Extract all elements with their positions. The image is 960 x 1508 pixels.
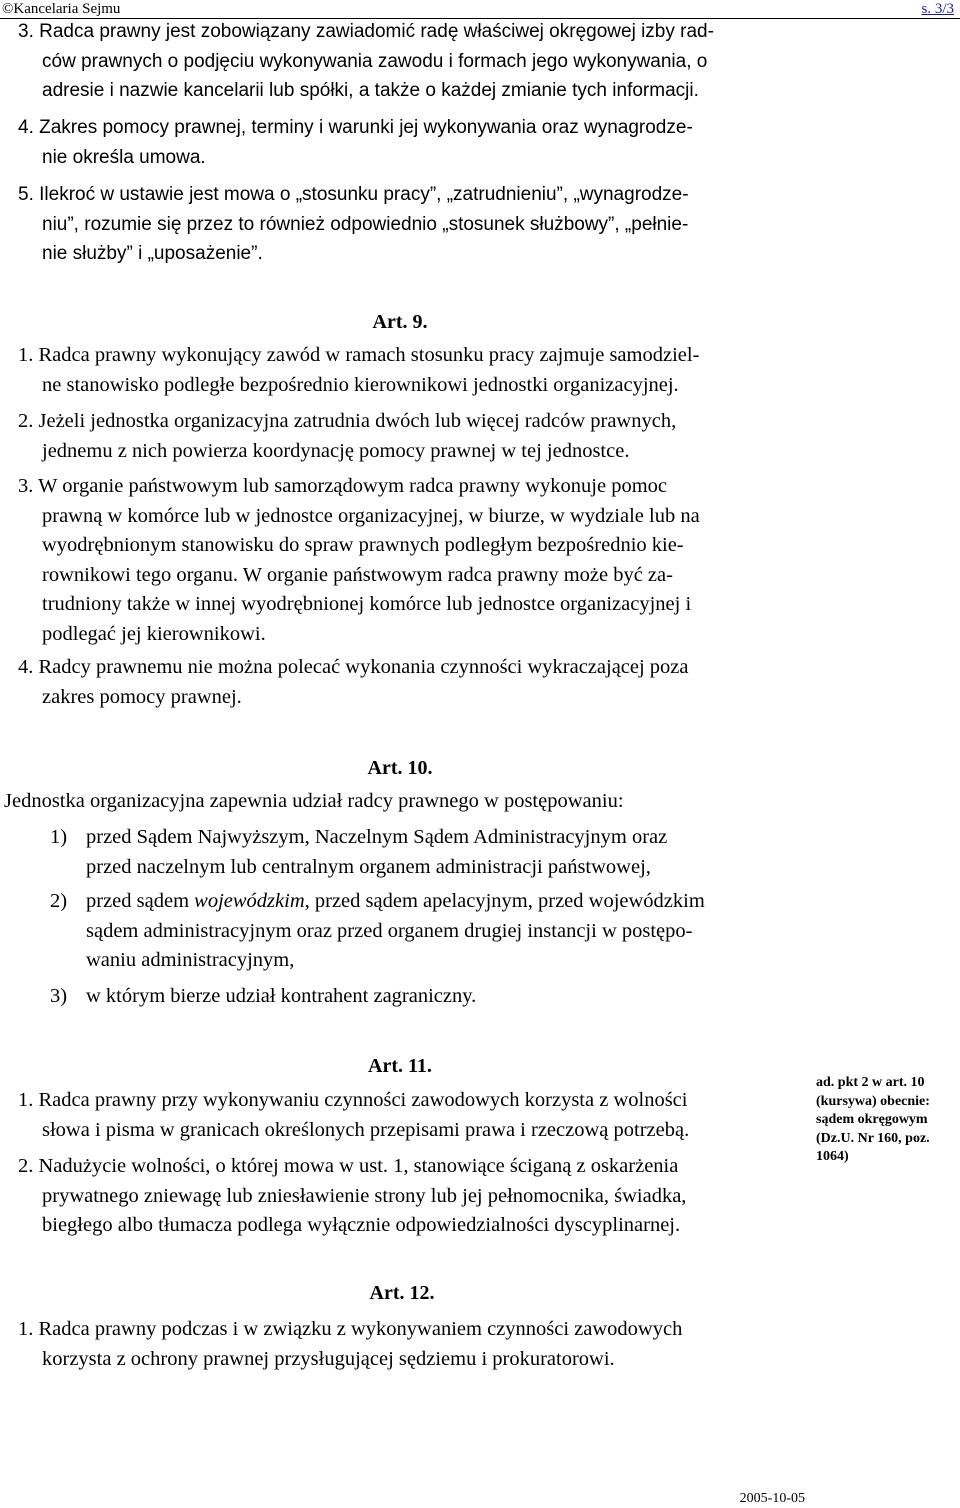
text-line: przed Sądem Najwyższym, Naczelnym Sądem Administracyjnym oraz bbox=[86, 826, 668, 848]
art11-paragraph-2 bbox=[18, 1152, 808, 1241]
text-line: trudniony także w innej wyodrębnionej komórce lub jednostce organizacyjnej i bbox=[42, 593, 692, 615]
text-line: 1. Radca prawny przy wykonywaniu czynności zawodowych korzysta z wolności bbox=[18, 1089, 688, 1111]
margin-note-line: (kursywa) obecnie: bbox=[816, 1093, 930, 1109]
art10-item-2 bbox=[50, 887, 806, 976]
art10-item-3 bbox=[50, 982, 806, 1012]
header-page-number[interactable]: s. 3/3 bbox=[921, 1, 954, 17]
art9-paragraph-3 bbox=[18, 472, 808, 649]
text-line: 4. Zakres pomocy prawnej, terminy i warunki jej wykonywania oraz wynagrodze- bbox=[18, 117, 693, 138]
text-line: ne stanowisko podległe bezpośrednio kierownikowi jednostki organizacyjnej. bbox=[42, 373, 679, 396]
text-line: 3. Radca prawny jest zobowiązany zawiadomić radę właściwej okręgowej izby rad- bbox=[18, 21, 714, 42]
art8-paragraph-4 bbox=[18, 113, 808, 172]
header-copyright: ©Kancelaria Sejmu bbox=[2, 1, 121, 17]
italic-text: wojewódzkim bbox=[194, 890, 305, 912]
margin-note bbox=[816, 1074, 958, 1167]
art12-title: Art. 12. bbox=[369, 1282, 435, 1304]
text-line: rownikowi tego organu. W organie państwowym radca prawny może być za- bbox=[42, 563, 673, 586]
text-line: 3. W organie państwowym lub samorządowym radca prawny wykonuje pomoc bbox=[18, 475, 668, 497]
text-line: przed naczelnym lub centralnym organem administracji państwowej, bbox=[86, 855, 651, 878]
text-line: słowa i pisma w granicach określonych przepisami prawa i rzeczową potrzebą. bbox=[42, 1118, 690, 1141]
text-line: niu”, rozumie się przez to również odpowiednio „stosunek służbowy”, „pełnie- bbox=[42, 213, 689, 235]
margin-note-line: sądem okręgowym bbox=[816, 1112, 928, 1127]
text-line: 2. Jeżeli jednostka organizacyjna zatrudnia dwóch lub więcej radców prawnych, bbox=[18, 410, 677, 432]
text-line: 1. Radca prawny podczas i w związku z wykonywaniem czynności zawodowych bbox=[18, 1318, 683, 1340]
footer-date: 2005-10-05 bbox=[739, 1491, 805, 1506]
text-line: w którym bierze udział kontrahent zagraniczny. bbox=[86, 985, 477, 1007]
art10-intro: Jednostka organizacyjna zapewnia udział radcy prawnego w postępowaniu: bbox=[4, 790, 624, 812]
text-line: , przed sądem apelacyjnym, przed wojewódzkim bbox=[304, 890, 705, 912]
margin-note-line: ad. pkt 2 w art. 10 bbox=[816, 1075, 925, 1090]
text-line: korzysta z ochrony prawnej przysługującej sędziemu i prokuratorowi. bbox=[42, 1347, 615, 1370]
text-line: zakres pomocy prawnej. bbox=[42, 685, 242, 708]
text-line: 2. Nadużycie wolności, o której mowa w ust. 1, stanowiące ściganą z oskarżenia bbox=[18, 1155, 679, 1177]
text-line: przed sądem bbox=[86, 890, 195, 912]
art9-paragraph-2 bbox=[18, 407, 808, 466]
art9-paragraph-4 bbox=[18, 653, 808, 712]
text-line: ców prawnych o podjęciu wykonywania zawodu i formach jego wykonywania, o bbox=[42, 50, 708, 72]
text-line: wyodrębnionym stanowisku do spraw prawnych podległym bezpośrednio kie- bbox=[42, 534, 684, 556]
art8-paragraph-3 bbox=[18, 17, 808, 106]
list-item-number: 2) bbox=[50, 890, 68, 912]
text-line: sądem administracyjnym oraz przed organem drugiej instancji w postępo- bbox=[86, 919, 693, 942]
text-line: nie służby” i „uposażenie”. bbox=[42, 243, 263, 264]
art10-item-1 bbox=[50, 823, 806, 882]
text-line: prywatnego zniewagę lub zniesławienie strony lub jej pełnomocnika, świadka, bbox=[42, 1184, 687, 1207]
art9-title: Art. 9. bbox=[372, 311, 428, 333]
text-line: biegłego albo tłumacza podlega wyłącznie odpowiedzialności dyscyplinarnej. bbox=[42, 1214, 681, 1236]
art11-title: Art. 11. bbox=[368, 1055, 432, 1077]
art12-paragraph-1 bbox=[18, 1315, 808, 1374]
text-line: jednemu z nich powierza koordynację pomocy prawnej w tej jednostce. bbox=[42, 439, 630, 462]
text-line: waniu administracyjnym, bbox=[86, 949, 295, 971]
text-line: nie określa umowa. bbox=[42, 146, 206, 168]
text-line: podlegać jej kierownikowi. bbox=[42, 622, 266, 645]
list-item-number: 3) bbox=[50, 985, 68, 1007]
list-item-number: 1) bbox=[50, 826, 68, 848]
art10-title: Art. 10. bbox=[367, 757, 433, 779]
text-line: 5. Ilekroć w ustawie jest mowa o „stosunku pracy”, „zatrudnieniu”, „wynagrodze- bbox=[18, 184, 689, 205]
art11-paragraph-1 bbox=[18, 1086, 808, 1145]
text-line: adresie i nazwie kancelarii lub spółki, a także o każdej zmianie tych informacji. bbox=[42, 80, 699, 101]
text-line: prawną w komórce lub w jednostce organizacyjnej, w biurze, w wydziale lub na bbox=[42, 504, 700, 527]
margin-note-line: (Dz.U. Nr 160, poz. bbox=[816, 1130, 930, 1146]
text-line: 1. Radca prawny wykonujący zawód w ramach stosunku pracy zajmuje samodziel- bbox=[18, 344, 700, 366]
art9-paragraph-1 bbox=[18, 341, 808, 400]
margin-note-line: 1064) bbox=[816, 1149, 849, 1164]
text-line: 4. Radcy prawnemu nie można polecać wykonania czynności wykraczającej poza bbox=[18, 656, 689, 678]
art8-paragraph-5 bbox=[18, 180, 808, 269]
